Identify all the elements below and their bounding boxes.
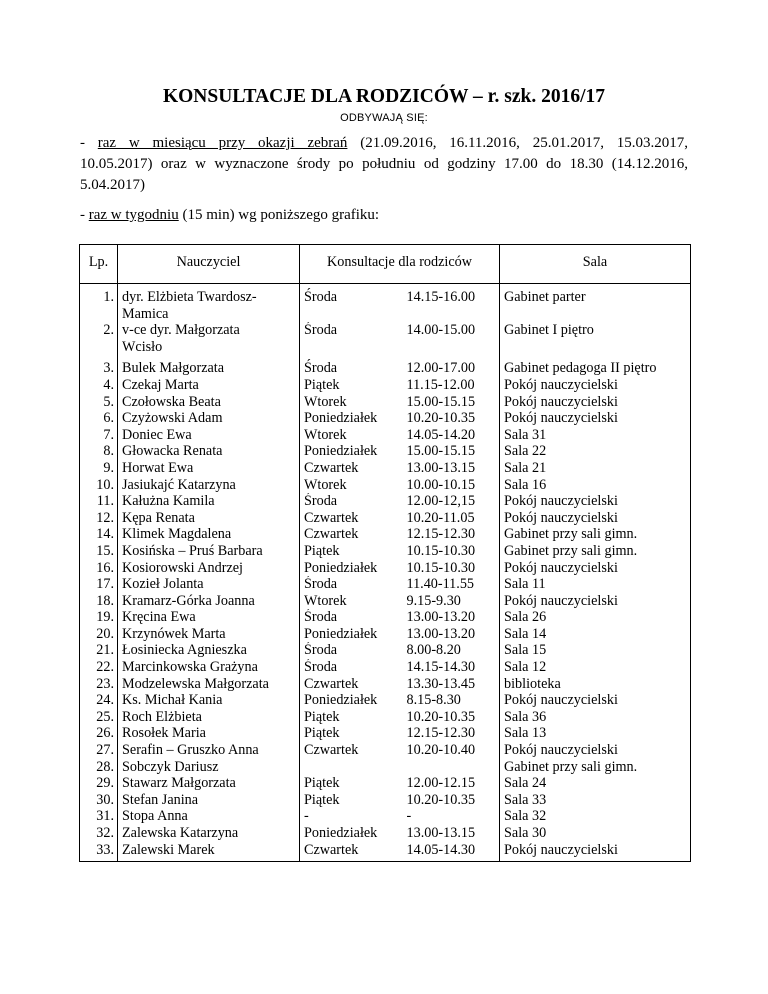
cell-teacher	[118, 725, 300, 742]
cell-room: Sala 15	[500, 642, 691, 659]
table-row	[80, 443, 691, 460]
paragraph-text: (15 min) wg poniższego grafiku:	[178, 207, 380, 223]
paragraph-prefix: -	[80, 135, 98, 151]
teacher-name: Kałużna Kamila	[122, 493, 215, 510]
table-row	[80, 609, 691, 626]
cell-day: Czwartek	[300, 510, 403, 527]
teacher-name: Stefan Janina	[122, 791, 199, 808]
cell-day: Piątek	[300, 792, 403, 809]
cell-day: Środa	[300, 642, 403, 659]
cell-lp: 25.	[80, 709, 118, 726]
table-row	[80, 842, 691, 862]
table-row	[80, 543, 691, 560]
cell-day: Wtorek	[300, 427, 403, 444]
cell-day: Środa	[300, 284, 403, 323]
teacher-name: Zalewski Marek	[122, 841, 215, 858]
cell-time: 13.00-13.20	[403, 626, 500, 643]
cell-lp: 14.	[80, 526, 118, 543]
cell-lp: 8.	[80, 443, 118, 460]
cell-lp: 31.	[80, 808, 118, 825]
cell-time: 12.15-12.30	[403, 725, 500, 742]
teacher-name: Kosińska – Pruś Barbara	[122, 542, 263, 559]
teacher-name: dyr. Elżbieta Twardosz-	[122, 289, 257, 305]
paragraph-line-2: 10.05.2017) oraz w wyznaczone środy po południu od godziny 17.00 do 18.30 (14.12.2016,	[80, 156, 688, 172]
header-lp: Lp.	[80, 245, 118, 284]
header-room: Sala	[500, 245, 691, 284]
cell-lp: 33.	[80, 842, 118, 862]
cell-room: Pokój nauczycielski	[500, 593, 691, 610]
cell-lp: 17.	[80, 576, 118, 593]
cell-time: 15.00-15.15	[403, 394, 500, 411]
cell-room: Sala 31	[500, 427, 691, 444]
cell-lp: 32.	[80, 825, 118, 842]
cell-day: Środa	[300, 576, 403, 593]
cell-room: Pokój nauczycielski	[500, 742, 691, 759]
teacher-name: Modzelewska Małgorzata	[122, 675, 269, 692]
paragraph-line-3: 5.04.2017)	[80, 177, 145, 193]
teacher-name: Kozieł Jolanta	[122, 576, 204, 593]
cell-time: 10.20-10.35	[403, 792, 500, 809]
cell-teacher	[118, 443, 300, 460]
cell-room: Gabinet I piętro	[500, 322, 691, 355]
table-row	[80, 593, 691, 610]
table-row	[80, 725, 691, 742]
cell-day: Czwartek	[300, 742, 403, 759]
table-row	[80, 493, 691, 510]
cell-time: 12.00-12,15	[403, 493, 500, 510]
teacher-name: Bulek Małgorzata	[122, 360, 225, 377]
cell-teacher	[118, 322, 300, 355]
cell-time: 14.05-14.30	[403, 842, 500, 862]
teacher-name: Kępa Renata	[122, 509, 195, 526]
cell-room: Sala 32	[500, 808, 691, 825]
cell-time: 10.00-10.15	[403, 477, 500, 494]
cell-lp: 6.	[80, 410, 118, 427]
cell-time: 10.20-10.35	[403, 709, 500, 726]
teacher-name: Czyżowski Adam	[122, 410, 223, 427]
cell-day: Poniedziałek	[300, 560, 403, 577]
cell-time: 8.00-8.20	[403, 642, 500, 659]
cell-time: 13.00-13.15	[403, 460, 500, 477]
cell-time: 13.00-13.20	[403, 609, 500, 626]
cell-time: -	[403, 808, 500, 825]
table-row	[80, 709, 691, 726]
cell-day: Piątek	[300, 543, 403, 560]
paragraph-line-1	[80, 133, 688, 154]
cell-room: Sala 30	[500, 825, 691, 842]
cell-lp: 22.	[80, 659, 118, 676]
teacher-name: Głowacka Renata	[122, 443, 223, 460]
cell-teacher	[118, 759, 300, 776]
teacher-name: Marcinkowska Grażyna	[122, 659, 258, 676]
consultation-schedule-table	[79, 244, 691, 862]
cell-time: 13.30-13.45	[403, 676, 500, 693]
cell-lp: 4.	[80, 377, 118, 394]
teacher-name: Czekaj Marta	[122, 376, 199, 393]
table-row	[80, 477, 691, 494]
cell-teacher	[118, 709, 300, 726]
table-row	[80, 576, 691, 593]
cell-time: 14.00-15.00	[403, 322, 500, 355]
cell-teacher	[118, 427, 300, 444]
cell-room: Gabinet przy sali gimn.	[500, 526, 691, 543]
cell-day: Środa	[300, 322, 403, 355]
teacher-name: Kramarz-Górka Joanna	[122, 592, 255, 609]
cell-lp: 23.	[80, 676, 118, 693]
cell-time: 10.15-10.30	[403, 560, 500, 577]
cell-teacher	[118, 692, 300, 709]
cell-time: 15.00-15.15	[403, 443, 500, 460]
cell-day	[300, 759, 403, 776]
cell-day: Piątek	[300, 725, 403, 742]
cell-day: Środa	[300, 355, 403, 377]
table-row	[80, 394, 691, 411]
page-title: KONSULTACJE DLA RODZICÓW – r. szk. 2016/17	[162, 86, 606, 107]
cell-room: Sala 14	[500, 626, 691, 643]
cell-lp: 26.	[80, 725, 118, 742]
cell-time	[403, 759, 500, 776]
cell-teacher	[118, 676, 300, 693]
table-row	[80, 410, 691, 427]
cell-teacher	[118, 394, 300, 411]
cell-room: Sala 22	[500, 443, 691, 460]
table-row	[80, 427, 691, 444]
table-row	[80, 510, 691, 527]
cell-day: Środa	[300, 609, 403, 626]
cell-room: Sala 21	[500, 460, 691, 477]
cell-day: Czwartek	[300, 460, 403, 477]
cell-lp: 18.	[80, 593, 118, 610]
cell-teacher	[118, 792, 300, 809]
table-row	[80, 377, 691, 394]
cell-room: Sala 12	[500, 659, 691, 676]
cell-teacher	[118, 510, 300, 527]
cell-lp: 30.	[80, 792, 118, 809]
cell-room: Sala 36	[500, 709, 691, 726]
teacher-name: Stawarz Małgorzata	[122, 775, 236, 792]
cell-teacher	[118, 659, 300, 676]
teacher-name-continued: Mamica	[122, 305, 169, 322]
cell-teacher	[118, 842, 300, 862]
cell-teacher	[118, 642, 300, 659]
cell-day: Wtorek	[300, 477, 403, 494]
cell-teacher	[118, 808, 300, 825]
cell-teacher	[118, 526, 300, 543]
table-row	[80, 676, 691, 693]
cell-lp: 19.	[80, 609, 118, 626]
cell-time: 10.15-10.30	[403, 543, 500, 560]
cell-lp: 7.	[80, 427, 118, 444]
cell-time: 12.15-12.30	[403, 526, 500, 543]
teacher-name: Roch Elżbieta	[122, 708, 202, 725]
cell-teacher	[118, 825, 300, 842]
cell-teacher	[118, 593, 300, 610]
teacher-name: Ks. Michał Kania	[122, 692, 223, 709]
cell-lp: 20.	[80, 626, 118, 643]
teacher-name-continued: Wcisło	[122, 338, 163, 355]
cell-teacher	[118, 576, 300, 593]
cell-teacher	[118, 775, 300, 792]
cell-time: 14.05-14.20	[403, 427, 500, 444]
cell-lp: 12.	[80, 510, 118, 527]
cell-room: biblioteka	[500, 676, 691, 693]
cell-time: 10.20-10.40	[403, 742, 500, 759]
cell-room: Gabinet przy sali gimn.	[500, 543, 691, 560]
cell-lp: 2.	[80, 322, 118, 355]
cell-lp: 21.	[80, 642, 118, 659]
teacher-name: Rosołek Maria	[122, 725, 206, 742]
cell-teacher	[118, 377, 300, 394]
cell-room: Pokój nauczycielski	[500, 692, 691, 709]
cell-lp: 15.	[80, 543, 118, 560]
cell-teacher	[118, 609, 300, 626]
cell-room: Sala 16	[500, 477, 691, 494]
cell-room: Pokój nauczycielski	[500, 410, 691, 427]
page-subtitle: ODBYWAJĄ SIĘ:	[340, 112, 428, 124]
paragraph-prefix: -	[80, 207, 89, 223]
cell-day: Wtorek	[300, 394, 403, 411]
cell-teacher	[118, 493, 300, 510]
cell-time: 12.00-17.00	[403, 355, 500, 377]
cell-lp: 27.	[80, 742, 118, 759]
cell-day: Środa	[300, 659, 403, 676]
underlined-phrase: raz w miesiącu przy okazji zebrań	[97, 135, 348, 151]
cell-time: 11.15-12.00	[403, 377, 500, 394]
cell-day: Piątek	[300, 709, 403, 726]
teacher-name: Krzynówek Marta	[122, 625, 226, 642]
table-row	[80, 808, 691, 825]
table-row	[80, 659, 691, 676]
cell-room: Pokój nauczycielski	[500, 560, 691, 577]
teacher-name: Serafin – Gruszko Anna	[122, 742, 259, 759]
table-row	[80, 742, 691, 759]
cell-teacher	[118, 410, 300, 427]
cell-room: Gabinet parter	[500, 284, 691, 323]
cell-day: Wtorek	[300, 593, 403, 610]
cell-day: Piątek	[300, 775, 403, 792]
cell-day: Poniedziałek	[300, 825, 403, 842]
cell-time: 12.00-12.15	[403, 775, 500, 792]
table-row	[80, 322, 691, 355]
monthly-consultation-paragraph	[80, 133, 688, 196]
cell-teacher	[118, 626, 300, 643]
cell-time: 13.00-13.15	[403, 825, 500, 842]
cell-room: Pokój nauczycielski	[500, 493, 691, 510]
header-teacher: Nauczyciel	[118, 245, 300, 284]
cell-day: Czwartek	[300, 676, 403, 693]
cell-lp: 3.	[80, 355, 118, 377]
cell-time: 14.15-16.00	[403, 284, 500, 323]
teacher-name: Sobczyk Dariusz	[122, 758, 219, 775]
cell-room: Pokój nauczycielski	[500, 377, 691, 394]
cell-time: 9.15-9.30	[403, 593, 500, 610]
cell-room: Sala 11	[500, 576, 691, 593]
cell-teacher	[118, 284, 300, 323]
table-row	[80, 759, 691, 776]
cell-day: Poniedziałek	[300, 692, 403, 709]
table-row	[80, 560, 691, 577]
cell-room: Sala 26	[500, 609, 691, 626]
cell-lp: 9.	[80, 460, 118, 477]
cell-time: 14.15-14.30	[403, 659, 500, 676]
cell-teacher	[118, 460, 300, 477]
cell-day: Środa	[300, 493, 403, 510]
cell-lp: 16.	[80, 560, 118, 577]
cell-day: Czwartek	[300, 842, 403, 862]
header-consultation: Konsultacje dla rodziców	[300, 245, 500, 284]
cell-room: Pokój nauczycielski	[500, 394, 691, 411]
table-header-row	[80, 245, 691, 284]
table-row	[80, 775, 691, 792]
cell-time: 11.40-11.55	[403, 576, 500, 593]
table-row	[80, 825, 691, 842]
cell-room: Sala 24	[500, 775, 691, 792]
teacher-name: Zalewska Katarzyna	[122, 825, 239, 841]
underlined-phrase: raz w tygodniu	[88, 207, 179, 223]
paragraph-text: (21.09.2016, 16.11.2016, 25.01.2017, 15.03.2017,	[347, 135, 688, 151]
cell-lp: 28.	[80, 759, 118, 776]
cell-room: Sala 33	[500, 792, 691, 809]
teacher-name: Doniec Ewa	[122, 426, 192, 443]
cell-day: Poniedziałek	[300, 410, 403, 427]
table-row	[80, 792, 691, 809]
table-row	[80, 284, 691, 323]
cell-lp: 24.	[80, 692, 118, 709]
table-body	[80, 284, 691, 862]
cell-lp: 10.	[80, 477, 118, 494]
weekly-consultation-paragraph	[80, 205, 688, 226]
cell-day: Poniedziałek	[300, 443, 403, 460]
table-row	[80, 355, 691, 377]
teacher-name: Kosiorowski Andrzej	[122, 559, 243, 576]
cell-day: Poniedziałek	[300, 626, 403, 643]
cell-day: Czwartek	[300, 526, 403, 543]
cell-time: 10.20-10.35	[403, 410, 500, 427]
teacher-name: Czołowska Beata	[122, 393, 221, 410]
teacher-name: Stopa Anna	[122, 808, 188, 825]
cell-time: 10.20-11.05	[403, 510, 500, 527]
table-row	[80, 626, 691, 643]
cell-room: Pokój nauczycielski	[500, 842, 691, 862]
cell-teacher	[118, 355, 300, 377]
cell-teacher	[118, 560, 300, 577]
cell-teacher	[118, 742, 300, 759]
table-row	[80, 460, 691, 477]
teacher-name: Kręcina Ewa	[122, 609, 196, 626]
cell-room: Gabinet pedagoga II piętro	[500, 355, 691, 377]
cell-lp: 29.	[80, 775, 118, 792]
cell-room: Gabinet przy sali gimn.	[500, 759, 691, 776]
cell-day: Piątek	[300, 377, 403, 394]
cell-teacher	[118, 543, 300, 560]
teacher-name: Horwat Ewa	[122, 459, 194, 476]
teacher-name: Klimek Magdalena	[122, 526, 232, 543]
cell-lp: 11.	[80, 493, 118, 510]
teacher-name: Jasiukajć Katarzyna	[122, 476, 236, 493]
teacher-name: v-ce dyr. Małgorzata	[122, 322, 240, 339]
cell-lp: 1.	[80, 284, 118, 323]
cell-lp: 5.	[80, 394, 118, 411]
table-row	[80, 642, 691, 659]
table-row	[80, 526, 691, 543]
cell-room: Sala 13	[500, 725, 691, 742]
cell-day: -	[300, 808, 403, 825]
table-row	[80, 692, 691, 709]
cell-teacher	[118, 477, 300, 494]
cell-room: Pokój nauczycielski	[500, 510, 691, 527]
cell-time: 8.15-8.30	[403, 692, 500, 709]
teacher-name: Łosiniecka Agnieszka	[122, 642, 247, 659]
